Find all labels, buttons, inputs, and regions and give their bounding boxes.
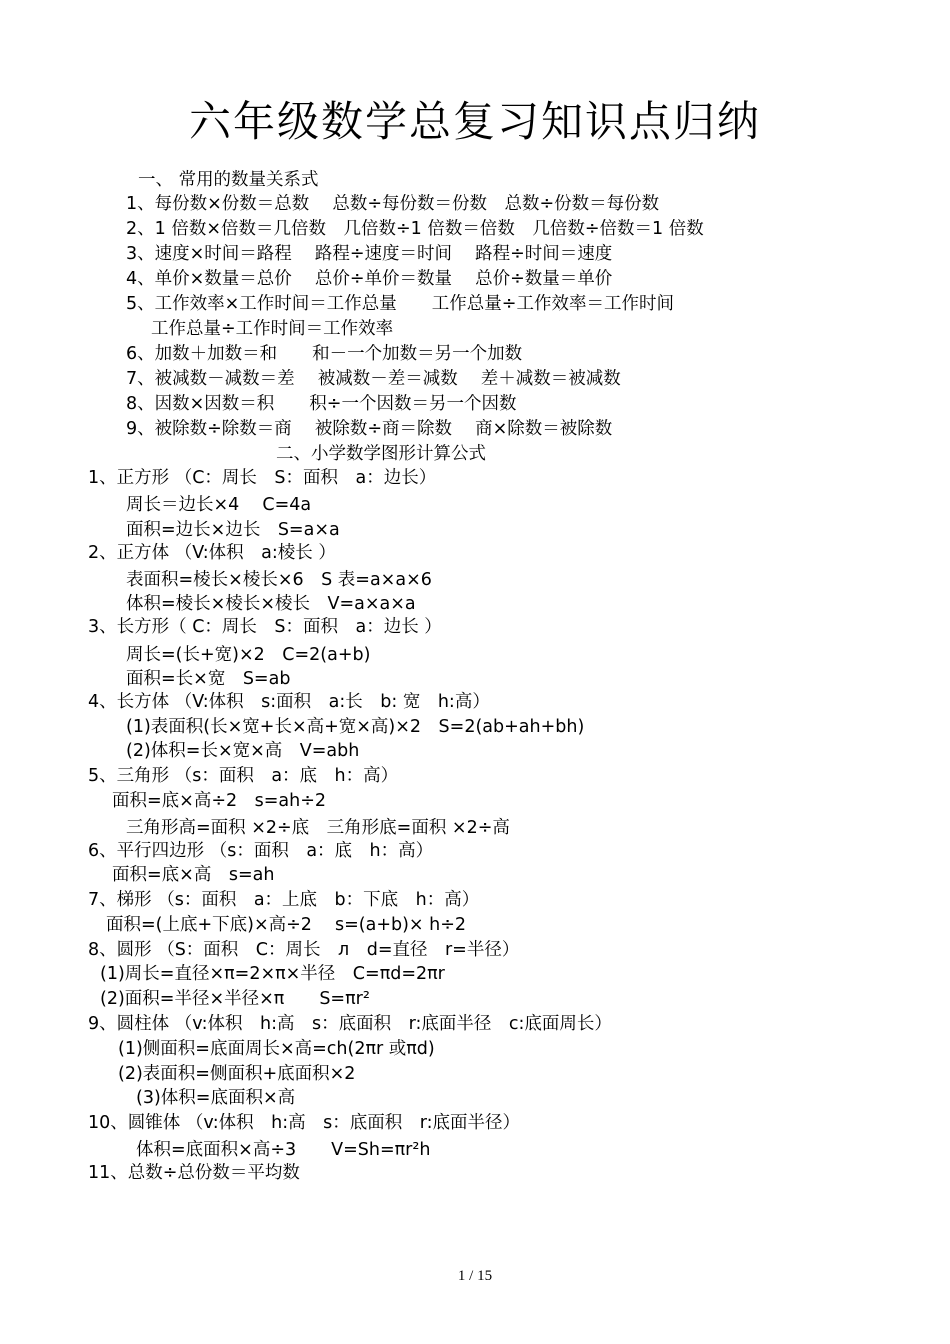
shape-heading: 5、三角形 （s：面积 a：底 h：高） [88,766,399,786]
shape-heading: 6、平行四边形 （s：面积 a：底 h：高） [88,841,434,861]
formula-line: 11、总数÷总份数＝平均数 [88,1163,300,1183]
formula-line: 面积=底×高÷2 s=ah÷2 [112,791,327,811]
page-indicator: 1 / 15 [457,1268,493,1284]
formula-line: 周长＝边长×4 C=4a [126,495,312,515]
formula-line: 4、单价×数量＝总价 总价÷单价＝数量 总价÷数量＝单价 [126,269,613,289]
formula-line: 3、速度×时间＝路程 路程÷速度＝时间 路程÷时间＝速度 [126,244,613,264]
formula-line: (1)周长=直径×π=2×π×半径 C=πd=2πr [100,964,445,984]
formula-line: 面积=(上底+下底)×高÷2 s=(a+b)× h÷2 [106,915,467,935]
formula-line: (3)体积=底面积×高 [136,1088,296,1108]
formula-line: (2)体积=长×宽×高 V=abh [126,741,360,761]
shape-heading: 4、长方体 （V:体积 s:面积 a:长 b: 宽 h:高） [88,692,490,712]
formula-line: (2)表面积=侧面积+底面积×2 [118,1064,356,1084]
formula-line: 表面积=棱长×棱长×6 S 表=a×a×6 [126,570,432,590]
formula-line: 体积=棱长×棱长×棱长 V=a×a×a [126,594,416,614]
formula-line: 8、因数×因数＝积 积÷一个因数＝另一个因数 [126,394,517,414]
formula-line: 面积=长×宽 S=ab [126,669,291,689]
formula-line: (1)表面积(长×宽+长×高+宽×高)×2 S=2(ab+ah+bh) [126,717,585,737]
section-heading-1: 一、 常用的数量关系式 [138,170,319,190]
shape-heading: 2、正方体 （V:体积 a:棱长 ） [88,543,336,563]
formula-line: 周长=(长+宽)×2 C=2(a+b) [126,645,371,665]
formula-line: 三角形高=面积 ×2÷底 三角形底=面积 ×2÷高 [126,818,510,838]
formula-line: (1)侧面积=底面周长×高=ch(2πr 或πd) [118,1039,435,1059]
formula-line: 7、被减数－减数＝差 被减数－差＝减数 差＋减数＝被减数 [126,369,621,389]
formula-line: 体积=底面积×高÷3 V=Sh=πr²h [136,1140,431,1160]
formula-line: 1、每份数×份数＝总数 总数÷每份数＝份数 总数÷份数＝每份数 [126,194,660,214]
formula-line: 2、1 倍数×倍数＝几倍数 几倍数÷1 倍数＝倍数 几倍数÷倍数＝1 倍数 [126,219,704,239]
document-title: 六年级数学总复习知识点归纳 [188,97,761,146]
formula-line: 6、加数＋加数＝和 和－一个加数＝另一个加数 [126,344,523,364]
shape-heading: 9、圆柱体 （v:体积 h:高 s：底面积 r:底面半径 c:底面周长） [88,1014,612,1034]
formula-line: 5、工作效率×工作时间＝工作总量 工作总量÷工作效率＝工作时间 [126,294,674,314]
formula-line: 9、被除数÷除数＝商 被除数÷商＝除数 商×除数＝被除数 [126,419,613,439]
shape-heading: 10、圆锥体 （v:体积 h:高 s：底面积 r:底面半径） [88,1113,521,1133]
shape-heading: 8、圆形 （S：面积 C：周长 л d=直径 r=半径） [88,940,520,960]
section-heading-2: 二、小学数学图形计算公式 [276,444,486,464]
shape-heading: 7、梯形 （s：面积 a：上底 b：下底 h：高） [88,890,480,910]
formula-line: (2)面积=半径×半径×π S=πr² [100,989,370,1009]
formula-line: 面积=边长×边长 S=a×a [126,520,340,540]
formula-line: 面积=底×高 s=ah [112,865,275,885]
shape-heading: 1、正方形 （C：周长 S：面积 a：边长） [88,468,437,488]
formula-line: 工作总量÷工作时间＝工作效率 [151,319,394,339]
shape-heading: 3、长方形（ C：周长 S：面积 a：边长 ） [88,617,442,637]
